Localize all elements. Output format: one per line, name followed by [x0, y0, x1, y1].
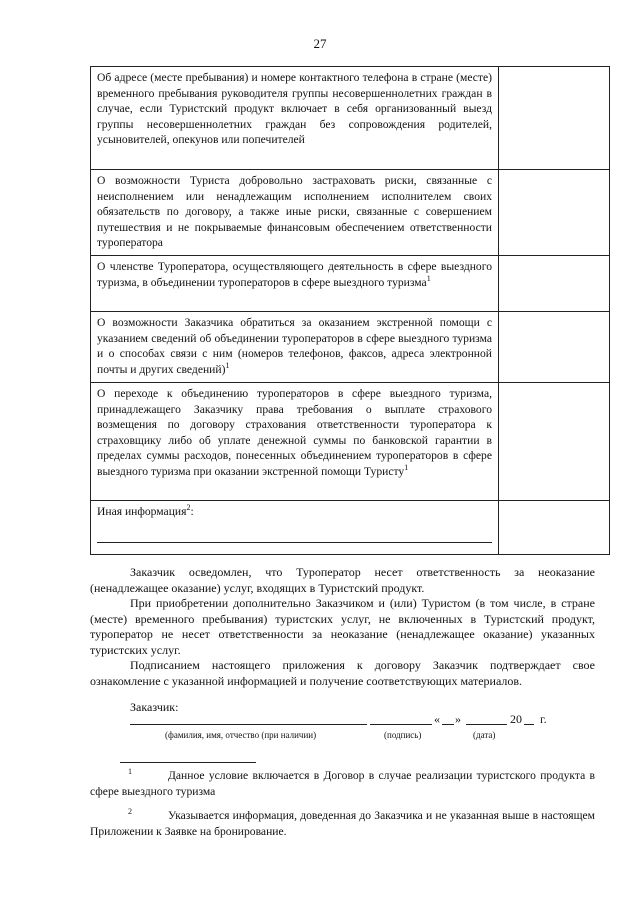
table-cell-blank [499, 170, 610, 256]
table-cell-text [91, 170, 499, 256]
year-suffix: г. [540, 712, 547, 726]
day-line [442, 724, 454, 725]
page-number: 27 [313, 36, 327, 51]
year-line [524, 724, 534, 725]
row-text: О возможности Туриста добровольно застраховать риски, связанные с неисполнением или ненадлежащим исполнением исполнителем своих обязательств по договору, а также иные риски, связанные с совершением путешествия и не покрываемые финансовым обеспечением ответственности туроператора [97, 174, 492, 250]
other-info-colon: : [190, 504, 194, 518]
table-row [91, 170, 610, 256]
name-line [130, 724, 367, 725]
date-quote-open: « [434, 712, 440, 726]
table-cell-text [91, 255, 499, 311]
caption-date: (дата) [473, 730, 496, 740]
caption-signature: (подпись) [384, 730, 422, 740]
date-quote-close: » [455, 712, 461, 726]
table-cell-blank [499, 255, 610, 311]
table-row [91, 255, 610, 311]
other-info-fill-line [97, 520, 492, 543]
footnote-separator [120, 762, 256, 763]
table-cell-text [91, 311, 499, 382]
footnote-ref: 1 [225, 360, 230, 370]
table-cell-text [91, 67, 499, 170]
row-text: О членстве Туроператора, осуществляющего деятельность в сфере выездного туризма, в объединении туроператоров в сфере выездного туризма [97, 259, 492, 289]
table-row [91, 67, 610, 170]
table-row [91, 382, 610, 500]
paragraph-additional-services: При приобретении дополнительно Заказчиком и (или) Туристом (в том числе, в стране (месте) временного пребывания) туристских услуг, не включенных в Туристский продукт, туроператор не несет ответственности за неоказание (ненадлежащее оказание) указанных туристских услуг. [90, 596, 595, 657]
footnote-ref: 2 [186, 503, 191, 513]
signature-line [370, 724, 432, 725]
row-text: О переходе к объединению туроператоров в сфере выездного туризма, принадлежащего Заказчику права требования о выплате страхового возмещения по договору страхования ответственности туроператора к страховщику либо об уплате денежной суммы по банковской гарантии в пределах суммы расходов, понесенных объединением туроператоров в сфере выездного туризма при оказании экстренной помощи Туристу [97, 386, 492, 478]
table-cell-blank [499, 382, 610, 500]
row-text: Об адресе (месте пребывания) и номере контактного телефона в стране (месте) временного пребывания руководителя группы несовершеннолетних граждан в случае, если Туристский продукт включает в себя организованный выезд группы несовершеннолетних граждан без сопровождения родителей, усыновителей, опекунов или попечителей [97, 71, 492, 147]
table-cell-blank [499, 311, 610, 382]
table-cell-blank [499, 67, 610, 170]
caption-name: (фамилия, имя, отчество (при наличии) [165, 730, 317, 740]
table-cell-text [91, 500, 499, 554]
table-cell-blank [499, 500, 610, 554]
customer-label: Заказчик: [130, 700, 179, 714]
row-text: О возможности Заказчика обратиться за оказанием экстренной помощи с указанием сведений об объединении туроператоров в сфере выездного туризма и о способах связи с ним (номеров телефонов, факсов, адреса электронной почты и других сведений) [97, 315, 492, 376]
footnote-ref: 1 [426, 273, 431, 283]
table-row [91, 311, 610, 382]
footnote-2: 2 Указывается информация, доведенная до Заказчика и не указанная выше в настоящем Приложении к Заявке на бронирование. [90, 807, 595, 838]
month-line [466, 724, 507, 725]
footnote-text: Данное условие включается в Договор в случае реализации туристского продукта в сфере выездного туризма [90, 769, 595, 798]
table-cell-text [91, 382, 499, 500]
footnote-1: 1 Данное условие включается в Договор в случае реализации туристского продукта в сфере выездного туризма [90, 767, 595, 798]
footnote-text: Указывается информация, доведенная до Заказчика и не указанная выше в настоящем Приложении к Заявке на бронирование. [90, 809, 595, 838]
year-prefix: 20 [510, 712, 522, 726]
footnote-ref: 1 [404, 463, 409, 473]
table-row [91, 500, 610, 554]
paragraph-acknowledgement: Подписанием настоящего приложения к договору Заказчик подтверждает свое ознакомление с указанной информацией и получение соответствующих материалов. [90, 658, 595, 688]
other-info-label: Иная информация [97, 504, 187, 518]
paragraph-responsibility: Заказчик осведомлен, что Туроператор несет ответственность за неоказание (ненадлежащее оказание) услуг, входящих в Туристский продукт. [90, 565, 595, 595]
information-table [90, 66, 610, 555]
